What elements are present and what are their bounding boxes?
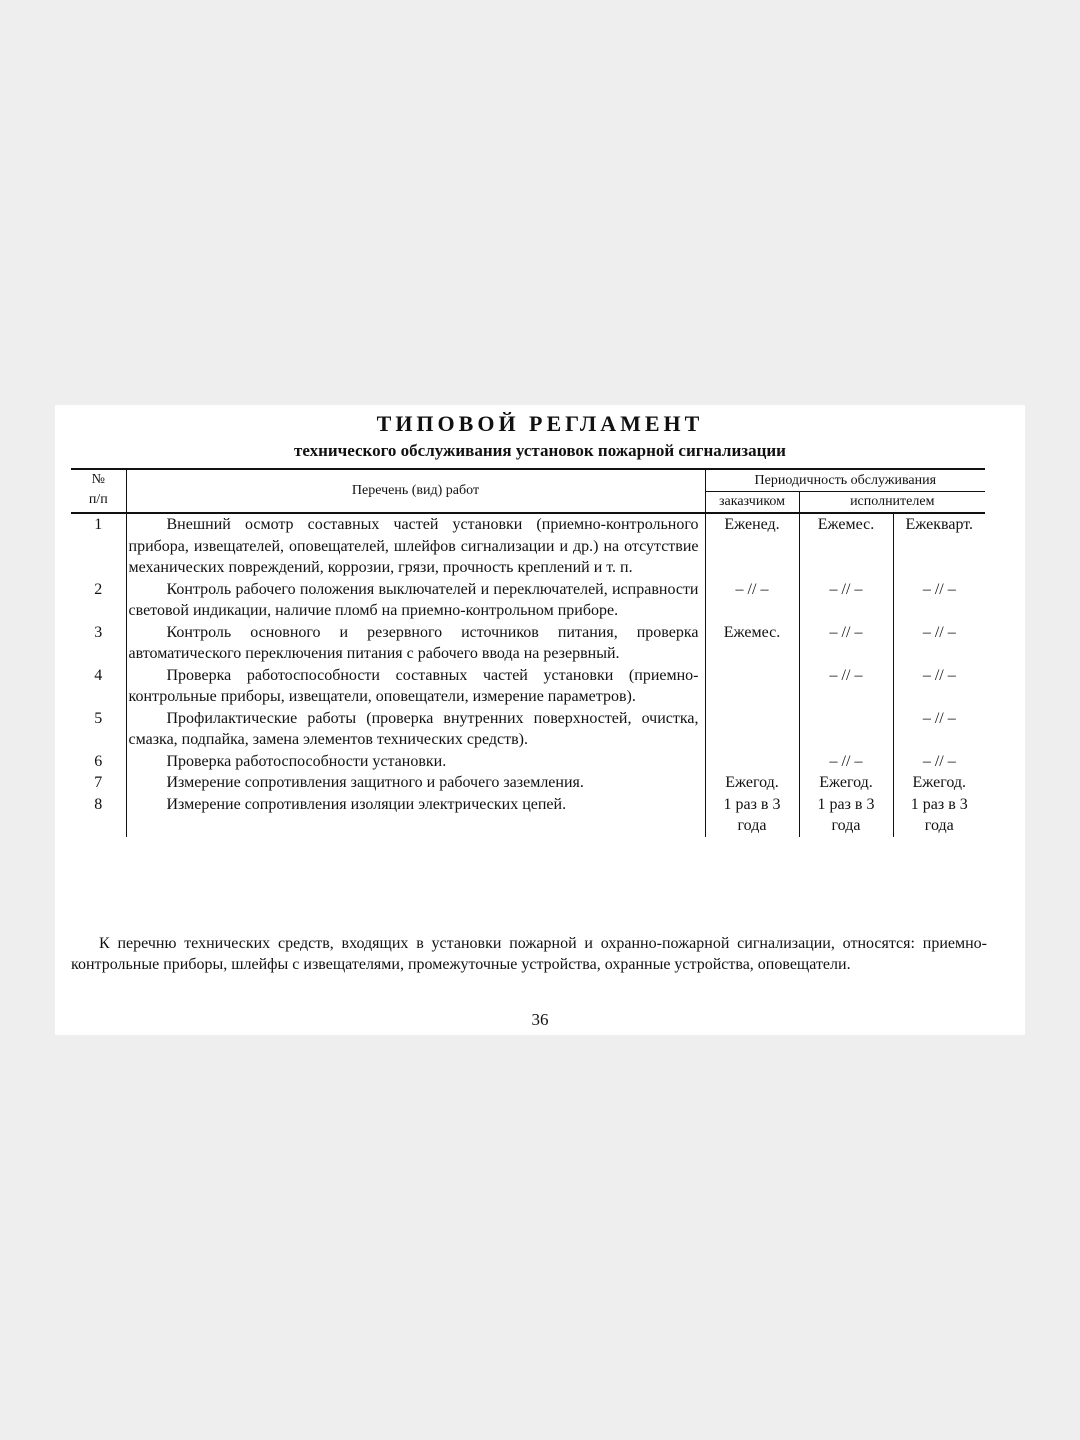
row-contractor-quarterly (893, 579, 985, 622)
row-number-text: 2 (94, 580, 103, 598)
row-number-text: 6 (94, 752, 103, 770)
row-work (126, 579, 705, 622)
row-number-text: 8 (94, 795, 103, 813)
row-contractor-monthly (799, 665, 893, 708)
row-work-text: Проверка работоспособности установки. (166, 752, 447, 770)
row-work-text: Измерение сопротивления изоляции электрических цепей. (166, 795, 567, 813)
row-contractor-monthly-text: 1 раз в 3 года (817, 795, 875, 834)
row-number (71, 708, 126, 751)
row-number (71, 794, 126, 837)
row-customer (705, 751, 799, 773)
row-work (126, 794, 705, 837)
row-contractor-quarterly (893, 622, 985, 665)
row-number-text: 7 (94, 774, 103, 791)
row-customer (705, 579, 799, 622)
row-customer (705, 665, 799, 708)
header-work: Перечень (вид) работ (126, 469, 705, 513)
row-customer-text: – // – (735, 580, 769, 598)
page-number: 36 (531, 1010, 549, 1029)
row-contractor-monthly (799, 579, 893, 622)
document-page (55, 405, 1025, 1035)
row-customer-text: Ежемес. (723, 623, 781, 641)
row-contractor-quarterly-text: Ежекварт. (905, 516, 974, 533)
row-contractor-monthly-text: Ежегод. (819, 774, 873, 791)
row-customer (705, 622, 799, 665)
table-row (71, 622, 985, 665)
table-row (71, 794, 985, 837)
row-customer (705, 772, 799, 794)
table-row (71, 665, 985, 708)
page-title: ТИПОВОЙ РЕГЛАМЕНТ (376, 411, 704, 436)
row-work (126, 708, 705, 751)
row-number-text: 1 (94, 516, 103, 533)
row-contractor-quarterly (893, 513, 985, 579)
row-contractor-monthly-text: – // – (829, 623, 863, 641)
row-contractor-monthly (799, 513, 893, 579)
row-work-text: Внешний осмотр составных частей установки (приемно-контрольного прибора, извещателей, оповещателей, шлейфов сигнализации и др.) на отсутствие механических повреждений, коррозии, грязи, прочность креплений и т. п. (128, 516, 699, 576)
row-contractor-quarterly (893, 665, 985, 708)
row-contractor-monthly-text: – // – (829, 752, 863, 770)
header-num (71, 469, 126, 513)
row-contractor-monthly (799, 708, 893, 751)
row-contractor-monthly-text: – // – (829, 580, 863, 598)
table-row (71, 579, 985, 622)
row-contractor-quarterly (893, 794, 985, 837)
row-contractor-quarterly-text: – // – (922, 666, 956, 684)
row-contractor-quarterly-text: – // – (922, 752, 956, 770)
row-number-text: 4 (94, 666, 103, 684)
header-num-label: № (91, 472, 105, 487)
table-row (71, 708, 985, 751)
row-number (71, 665, 126, 708)
row-contractor-quarterly (893, 751, 985, 773)
row-customer-text: 1 раз в 3 года (723, 795, 781, 834)
row-contractor-monthly (799, 794, 893, 837)
row-work (126, 751, 705, 773)
row-work (126, 622, 705, 665)
row-customer-text: Еженед. (724, 516, 780, 533)
row-number (71, 513, 126, 579)
row-contractor-quarterly-text: Ежегод. (912, 774, 967, 791)
footnote-text: К перечню технических средств, входящих в установки пожарной и охранно-пожарной сигнализации, относятся: приемно-контрольные приборы, шлейфы с извещателями, промежуточные устройства, охранные устройства, оповещатели. (71, 935, 987, 973)
row-contractor-quarterly-text: – // – (922, 623, 956, 641)
header-num-sub: п/п (88, 492, 108, 507)
row-contractor-monthly-text: Ежемес. (817, 516, 875, 533)
row-customer (705, 513, 799, 579)
row-contractor-quarterly-text: – // – (922, 580, 956, 598)
table-row (71, 772, 985, 794)
header-periodicity: Периодичность обслуживания (705, 469, 985, 492)
row-work (126, 772, 705, 794)
row-work (126, 513, 705, 579)
header-contractor: исполнителем (799, 492, 985, 514)
row-number (71, 579, 126, 622)
page-subtitle: технического обслуживания установок пожарной сигнализации (294, 441, 786, 460)
row-contractor-monthly-text: – // – (829, 666, 863, 684)
row-work-text: Проверка работоспособности составных частей установки (приемно-контрольные приборы, извещатели, оповещатели, измерение параметров). (128, 666, 699, 705)
row-customer (705, 794, 799, 837)
row-work-text: Профилактические работы (проверка внутренних поверхностей, очистка, смазка, подпайка, замена элементов технических средств). (128, 709, 699, 748)
row-number-text: 3 (94, 623, 103, 641)
row-work-text: Контроль основного и резервного источников питания, проверка автоматического переключения питания с рабочего ввода на резервный. (128, 623, 699, 662)
row-number (71, 751, 126, 773)
row-work (126, 665, 705, 708)
footnote (71, 933, 987, 975)
row-customer-text: Ежегод. (725, 774, 779, 791)
row-number-text: 5 (94, 709, 103, 727)
row-contractor-quarterly-text: 1 раз в 3 года (910, 795, 968, 834)
row-contractor-monthly (799, 622, 893, 665)
table-row (71, 751, 985, 773)
table-row (71, 513, 985, 579)
row-work-text: Измерение сопротивления защитного и рабочего заземления. (166, 774, 584, 791)
row-contractor-quarterly (893, 708, 985, 751)
row-contractor-quarterly (893, 772, 985, 794)
row-number (71, 772, 126, 794)
row-contractor-quarterly-text: – // – (922, 709, 956, 727)
header-customer: заказчиком (705, 492, 799, 514)
row-contractor-monthly (799, 751, 893, 773)
row-customer (705, 708, 799, 751)
row-number (71, 622, 126, 665)
row-contractor-monthly (799, 772, 893, 794)
row-work-text: Контроль рабочего положения выключателей и переключателей, исправности световой индикации, наличие пломб на приемно-контрольном приборе. (128, 580, 699, 619)
maintenance-table (71, 468, 985, 837)
